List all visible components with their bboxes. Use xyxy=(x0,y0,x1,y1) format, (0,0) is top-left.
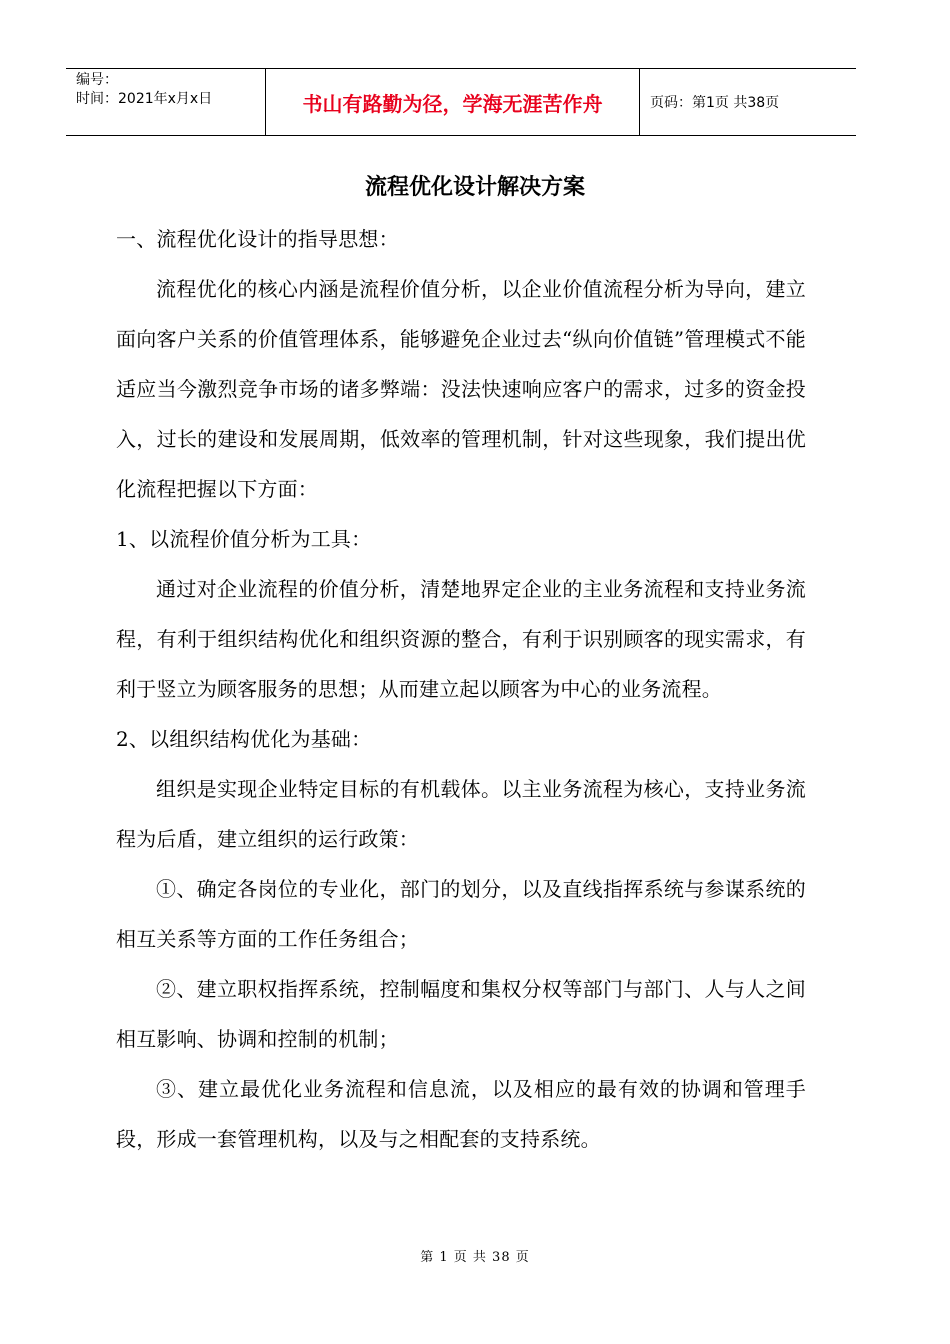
paragraph: ③、建立最优化业务流程和信息流，以及相应的最有效的协调和管理手段，形成一套管理机构，以及与之相配套的支持系统。 xyxy=(116,1077,806,1151)
document-body xyxy=(116,214,806,1164)
page-header xyxy=(66,68,856,136)
header-meta xyxy=(66,69,266,135)
paragraph: 流程优化的核心内涵是流程价值分析，以企业价值流程分析为导向，建立面向客户关系的价值管理体系，能够避免企业过去“纵向价值链”管理模式不能适应当今激烈竞争市场的诸多弊端：没法快速响应客户的需求，过多的资金投入，过长的建设和发展周期，低效率的管理机制，针对这些现象，我们提出优化流程把握以下方面： xyxy=(116,277,806,501)
paragraph: ①、确定各岗位的专业化，部门的划分，以及直线指挥系统与参谋系统的相互关系等方面的工作任务组合； xyxy=(116,877,806,951)
paragraph: 1、以流程价值分析为工具： xyxy=(116,527,372,551)
document-title: 流程优化设计解决方案 xyxy=(364,175,585,200)
page-footer: 第 1 页 共 38 页 xyxy=(420,1250,530,1265)
header-page-info: 页码：第1页 共38页 xyxy=(650,95,780,111)
header-motto: 书山有路勤为径，学海无涯苦作舟 xyxy=(266,69,640,135)
serial-number-label: 编号： xyxy=(76,72,118,88)
paragraph: 通过对企业流程的价值分析，清楚地界定企业的主业务流程和支持业务流程，有利于组织结构优化和组织资源的整合，有利于识别顾客的现实需求，有利于竖立为顾客服务的思想；从而建立起以顾客为中心的业务流程。 xyxy=(116,577,806,701)
paragraph: 一、流程优化设计的指导思想： xyxy=(116,227,399,251)
paragraph: 2、以组织结构优化为基础： xyxy=(116,727,372,751)
paragraph: 组织是实现企业特定目标的有机载体。以主业务流程为核心，支持业务流程为后盾，建立组织的运行政策： xyxy=(116,777,806,851)
time-label: 时间：2021年x月x日 xyxy=(76,91,213,107)
paragraph: ②、建立职权指挥系统，控制幅度和集权分权等部门与部门、人与人之间相互影响、协调和控制的机制； xyxy=(116,977,806,1051)
